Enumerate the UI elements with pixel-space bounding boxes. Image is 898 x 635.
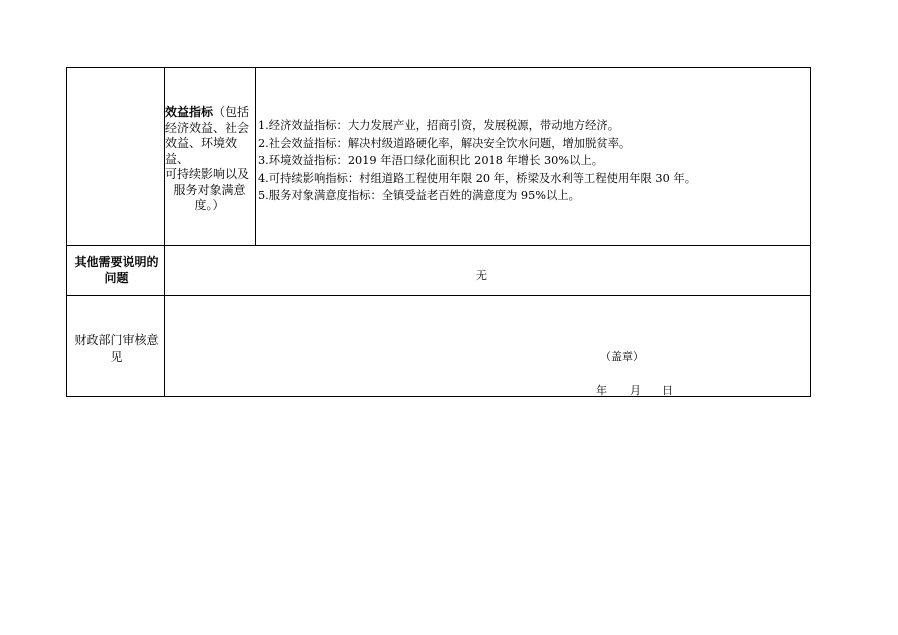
finance-review-label [68, 332, 165, 366]
metric-list [258, 117, 808, 205]
metric-label-title: 效益指标 [165, 105, 214, 119]
table-border-bottom [66, 396, 811, 397]
date-day: 日 [662, 384, 673, 397]
row-divider-2 [66, 295, 811, 296]
metric-label-line: 效益、环境效益、 [165, 136, 238, 166]
table-border-left [66, 67, 67, 397]
date-month: 月 [630, 384, 641, 397]
metric-item: 5.服务对象满意度指标：全镇受益老百姓的满意度为 95%以上。 [258, 189, 580, 202]
seal-text: （盖章） [600, 350, 644, 363]
column-divider-metric [255, 67, 256, 245]
metric-item: 4.可持续影响指标：村组道路工程使用年限 20 年，桥梁及水利等工程使用年限 30 年。 [258, 171, 696, 185]
metric-label-line: （包括 [213, 105, 250, 119]
other-notes-label-line: 其他需要说明的 [74, 255, 159, 269]
metric-label-line: 服务对象满意 [173, 182, 246, 197]
table-border-top [66, 67, 811, 68]
metric-label-line: 可持续影响以及 [165, 167, 250, 181]
other-notes-value: 无 [476, 269, 487, 282]
date-year: 年 [596, 384, 607, 397]
metric-item: 1.经济效益指标：大力发展产业，招商引资，发展税源，带动地方经济。 [258, 119, 619, 132]
metric-label-line: 经济效益、社会 [165, 120, 250, 135]
other-notes-label [68, 254, 165, 286]
finance-review-label-line: 见 [110, 350, 123, 364]
metric-item: 2.社会效益指标：解决村级道路硬化率，解决安全饮水问题，增加脱贫率。 [258, 136, 631, 150]
date-row [596, 382, 673, 398]
table-border-right [810, 67, 811, 397]
finance-review-label-line: 财政部门审核意 [74, 333, 159, 347]
metric-label-line: 度。） [194, 198, 225, 212]
metric-item: 3.环境效益指标：2019 年浯口绿化面积比 2018 年增长 30%以上。 [258, 154, 603, 167]
metric-label [165, 105, 254, 214]
other-notes-label-line: 问题 [104, 271, 129, 285]
row-divider-1 [66, 245, 811, 246]
